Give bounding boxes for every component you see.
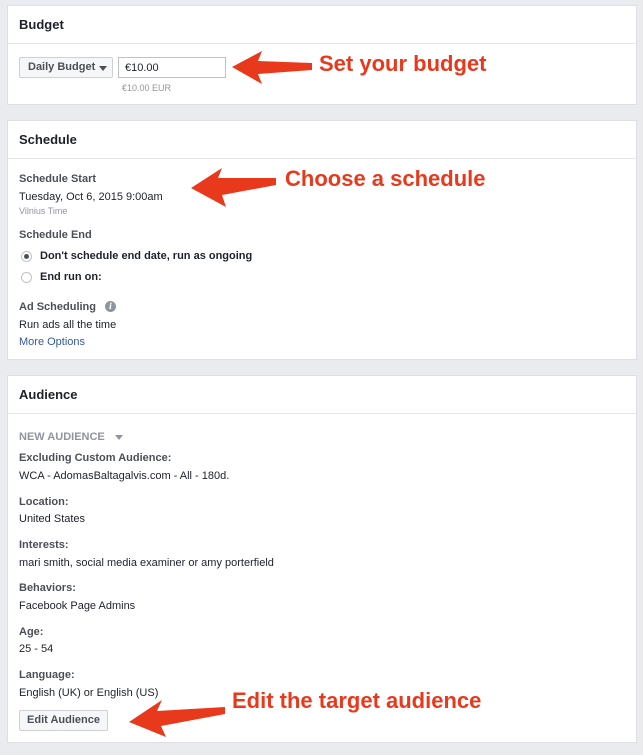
ad-scheduling-value: Run ads all the time (19, 319, 117, 331)
audience-field-value: mari smith, social media examiner or amy porterfield (19, 557, 274, 569)
schedule-end-label: Schedule End (19, 229, 92, 241)
annotation-set-budget: Set your budget (319, 51, 487, 76)
end-option-end-run-on-label: End run on: (40, 271, 102, 283)
schedule-start-timezone: Vilnius Time (19, 206, 68, 216)
budget-amount-caption: €10.00 EUR (122, 83, 172, 93)
end-option-end-run-on-radio[interactable] (21, 272, 32, 283)
info-icon[interactable]: i (105, 301, 116, 312)
audience-field-label: Behaviors: (19, 582, 76, 594)
audience-field-label: Excluding Custom Audience: (19, 452, 172, 464)
audience-selector[interactable] (19, 431, 129, 445)
audience-field-value: 25 - 54 (19, 643, 54, 655)
schedule-card-title: Schedule (8, 121, 636, 159)
audience-field-value: United States (19, 513, 86, 525)
chevron-down-icon (115, 435, 123, 440)
more-options-link[interactable]: More Options (19, 336, 86, 348)
end-option-ongoing-radio[interactable] (21, 251, 32, 262)
edit-audience-button[interactable]: Edit Audience (19, 710, 108, 731)
annotation-edit-audience: Edit the target audience (232, 688, 482, 713)
schedule-card (7, 120, 637, 360)
end-option-ongoing-label: Don't schedule end date, run as ongoing (40, 250, 253, 262)
audience-field-label: Location: (19, 496, 69, 508)
audience-field-label: Language: (19, 669, 75, 681)
audience-field-value: WCA - AdomasBaltagalvis.com - All - 180d. (19, 470, 230, 482)
audience-field-value: Facebook Page Admins (19, 600, 136, 612)
budget-card-title: Budget (8, 6, 636, 44)
audience-selector-label: NEW AUDIENCE (19, 431, 105, 443)
schedule-start-value[interactable]: Tuesday, Oct 6, 2015 9:00am (19, 191, 163, 203)
audience-field-label: Interests: (19, 539, 69, 551)
budget-type-dropdown[interactable] (19, 57, 113, 78)
audience-field-value: English (UK) or English (US) (19, 687, 159, 699)
ad-scheduling-label: Ad Scheduling (19, 301, 96, 313)
chevron-down-icon (99, 66, 107, 71)
annotation-choose-schedule: Choose a schedule (285, 166, 486, 191)
budget-amount-input[interactable] (118, 57, 226, 78)
audience-card-title: Audience (8, 376, 636, 414)
schedule-start-label: Schedule Start (19, 173, 97, 185)
audience-field-label: Age: (19, 626, 44, 638)
budget-type-label: Daily Budget (28, 61, 96, 73)
